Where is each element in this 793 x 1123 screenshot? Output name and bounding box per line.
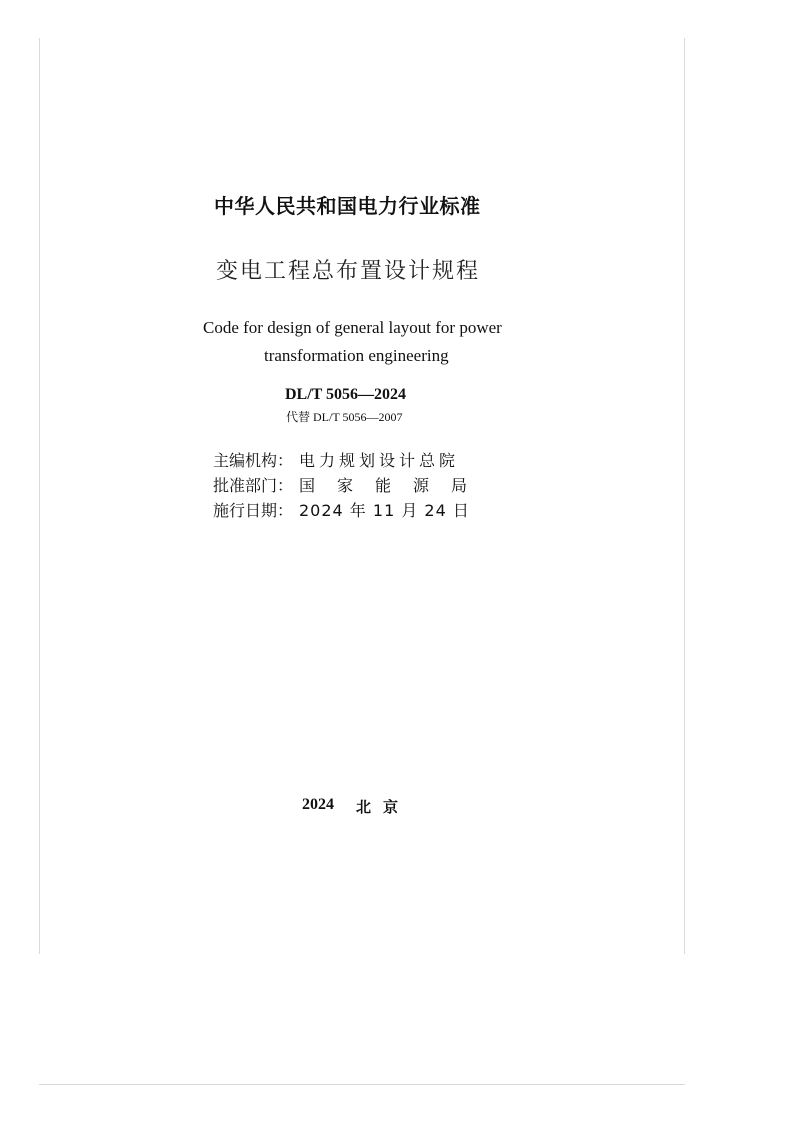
- editor-value: 电力规划设计总院: [299, 451, 460, 470]
- effective-date-value: 2024 年 11 月 24 日: [299, 501, 470, 520]
- left-margin-rule: [39, 38, 40, 954]
- bottom-rule: [39, 1084, 685, 1085]
- english-title-line-2: transformation engineering: [264, 346, 449, 365]
- english-title-line-1: Code for design of general layout for power: [203, 318, 502, 337]
- right-margin-rule: [684, 38, 685, 954]
- approver-value: 国家能源局: [299, 476, 490, 495]
- publication-city: 北京: [356, 798, 411, 816]
- effective-date-label: 施行日期：: [213, 501, 294, 520]
- effective-date-row: [213, 498, 470, 521]
- standard-code: DL/T 5056—2024: [285, 386, 407, 403]
- approver-row: [213, 473, 489, 496]
- editor-label: 主编机构：: [213, 451, 294, 470]
- publication-year: 2024: [302, 796, 334, 813]
- standard-category-heading: 中华人民共和国电力行业标准: [214, 194, 481, 218]
- chinese-title: 变电工程总布置设计规程: [216, 259, 481, 284]
- approver-label: 批准部门：: [213, 476, 294, 495]
- editor-row: [213, 448, 459, 471]
- replaces-standard: 代替 DL/T 5056—2007: [286, 410, 403, 424]
